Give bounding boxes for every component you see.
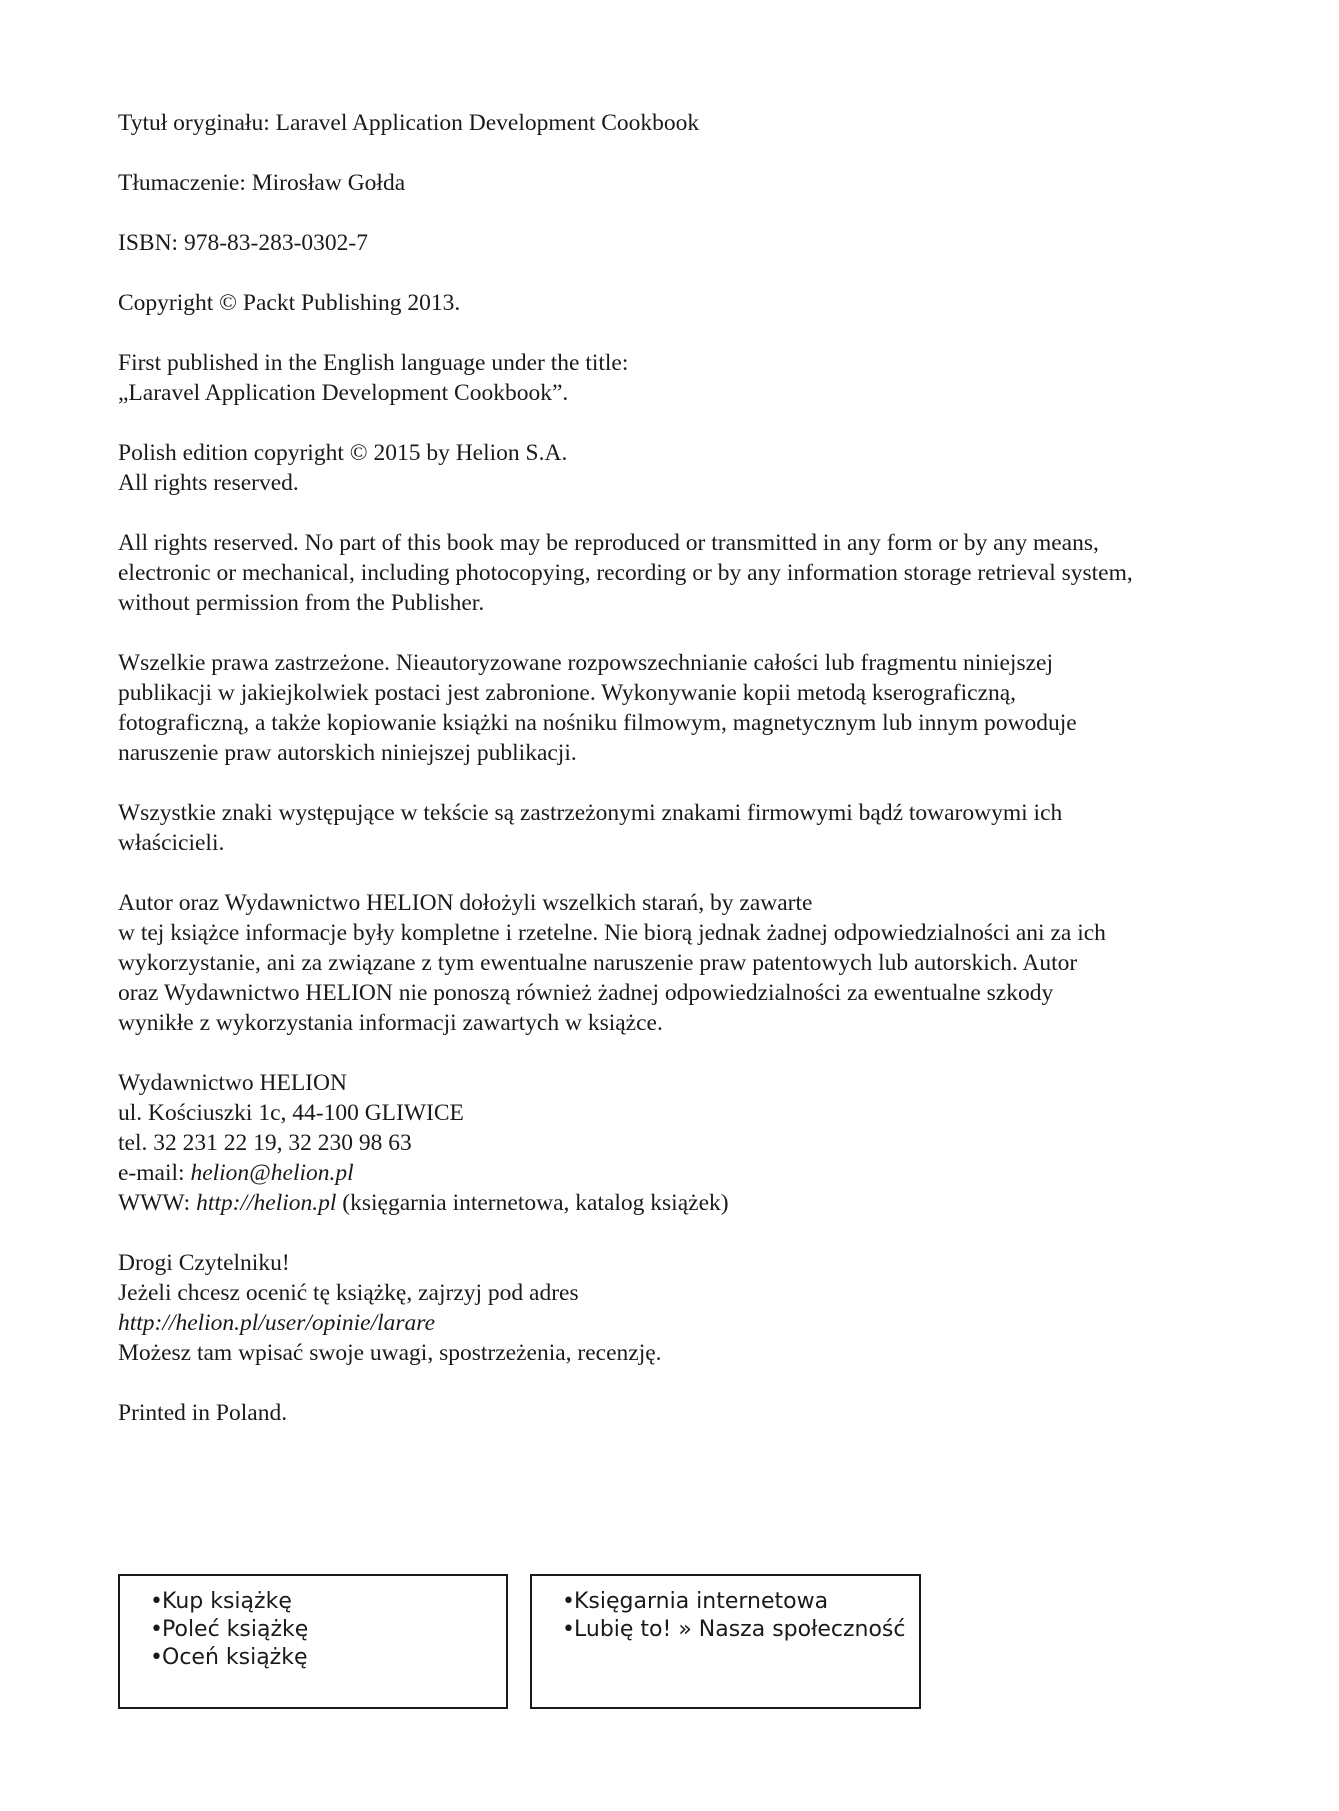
rights-polish — [118, 648, 1218, 768]
review-url-link[interactable]: http://helion.pl/user/opinie/larare — [118, 1310, 436, 1336]
www-suffix: (księgarnia internetowa, katalog książek) — [336, 1190, 729, 1216]
rights-polish-line: Wszelkie prawa zastrzeżone. Nieautoryzowane rozpowszechnianie całości lub fragmentu niniejszej — [118, 650, 1053, 676]
printed-in — [118, 1398, 1218, 1428]
bullet: • — [562, 1617, 575, 1642]
rate-book-label: Oceń książkę — [162, 1645, 308, 1670]
bullet: • — [150, 1589, 163, 1614]
translator-text: Tłumaczenie: Mirosław Gołda — [118, 170, 406, 196]
disclaimer-line: wynikłe z wykorzystania informacji zawartych w książce. — [118, 1010, 663, 1036]
polish-edition-line: All rights reserved. — [118, 470, 299, 496]
original-title-text: Tytuł oryginału: Laravel Application Development Cookbook — [118, 110, 700, 136]
community-box — [530, 1574, 921, 1709]
disclaimer-line: w tej książce informacje były kompletne i rzetelne. Nie biorą jednak żadnej odpowiedzialności ani za ich — [118, 920, 1106, 946]
trademarks-line: Wszystkie znaki występujące w tekście są zastrzeżonymi znakami firmowymi bądź towarowymi ich — [118, 800, 1063, 826]
rights-english-line: without permission from the Publisher. — [118, 590, 485, 616]
buy-book-link[interactable] — [150, 1588, 506, 1616]
recommend-book-link[interactable] — [150, 1616, 506, 1644]
email-label: e-mail: — [118, 1160, 191, 1186]
isbn-text: ISBN: 978-83-283-0302-7 — [118, 230, 368, 256]
disclaimer-line: wykorzystanie, ani za związane z tym ewentualne naruszenie praw patentowych lub autorskich. Autor — [118, 950, 1078, 976]
disclaimer-line: oraz Wydawnictwo HELION nie ponoszą również żadnej odpowiedzialności za ewentualne szkody — [118, 980, 1054, 1006]
community-label: Lubię to! » Nasza społeczność — [574, 1617, 906, 1642]
copyright-page — [118, 108, 1218, 1458]
rights-polish-line: publikacji w jakiejkolwiek postaci jest zabronione. Wykonywanie kopii metodą kserograficzną, — [118, 680, 1017, 706]
buy-book-label: Kup książkę — [162, 1589, 292, 1614]
online-bookstore-link[interactable] — [562, 1588, 919, 1616]
www-label: WWW: — [118, 1190, 197, 1216]
community-link[interactable] — [562, 1616, 919, 1644]
publisher-name: Wydawnictwo HELION — [118, 1070, 347, 1096]
reader-note — [118, 1248, 1218, 1368]
copyright-notice — [118, 288, 1218, 318]
trademarks-line: właścicieli. — [118, 830, 225, 856]
translator — [118, 168, 1218, 198]
email-link[interactable]: helion@helion.pl — [190, 1160, 354, 1186]
publisher-phone: tel. 32 231 22 19, 32 230 98 63 — [118, 1130, 412, 1156]
rights-english-line: electronic or mechanical, including photocopying, recording or by any information storage retrieval system, — [118, 560, 1133, 586]
disclaimer — [118, 888, 1218, 1038]
isbn — [118, 228, 1218, 258]
rate-book-link[interactable] — [150, 1644, 506, 1672]
trademarks — [118, 798, 1218, 858]
first-published — [118, 348, 1218, 408]
reader-invite: Jeżeli chcesz ocenić tę książkę, zajrzyj pod adres — [118, 1280, 579, 1306]
printed-in-text: Printed in Poland. — [118, 1400, 288, 1426]
publisher-www-row — [118, 1188, 1218, 1218]
reader-comments: Możesz tam wpisać swoje uwagi, spostrzeżenia, recenzję. — [118, 1340, 662, 1366]
reader-greeting: Drogi Czytelniku! — [118, 1250, 290, 1276]
first-published-line: „Laravel Application Development Cookbook”. — [118, 380, 569, 406]
polish-edition — [118, 438, 1218, 498]
publisher-email-row — [118, 1158, 1218, 1188]
online-bookstore-label: Księgarnia internetowa — [574, 1589, 829, 1614]
recommend-book-label: Poleć książkę — [162, 1617, 309, 1642]
book-actions-box — [118, 1574, 508, 1709]
polish-edition-line: Polish edition copyright © 2015 by Helion S.A. — [118, 440, 568, 466]
rights-english — [118, 528, 1218, 618]
rights-polish-line: fotograficzną, a także kopiowanie książki na nośniku filmowym, magnetycznym lub innym powoduje — [118, 710, 1077, 736]
first-published-line: First published in the English language under the title: — [118, 350, 629, 376]
publisher-address: ul. Kościuszki 1c, 44-100 GLIWICE — [118, 1100, 464, 1126]
disclaimer-line: Autor oraz Wydawnictwo HELION dołożyli wszelkich starań, by zawarte — [118, 890, 813, 916]
www-link[interactable]: http://helion.pl — [196, 1190, 337, 1216]
rights-english-line: All rights reserved. No part of this book may be reproduced or transmitted in any form or by any means, — [118, 530, 1099, 556]
bullet: • — [150, 1617, 163, 1642]
original-title — [118, 108, 1218, 138]
copyright-notice-text: Copyright © Packt Publishing 2013. — [118, 290, 461, 316]
publisher-contact — [118, 1068, 1218, 1218]
bullet: • — [562, 1589, 575, 1614]
rights-polish-line: naruszenie praw autorskich niniejszej publikacji. — [118, 740, 577, 766]
bullet: • — [150, 1645, 163, 1670]
